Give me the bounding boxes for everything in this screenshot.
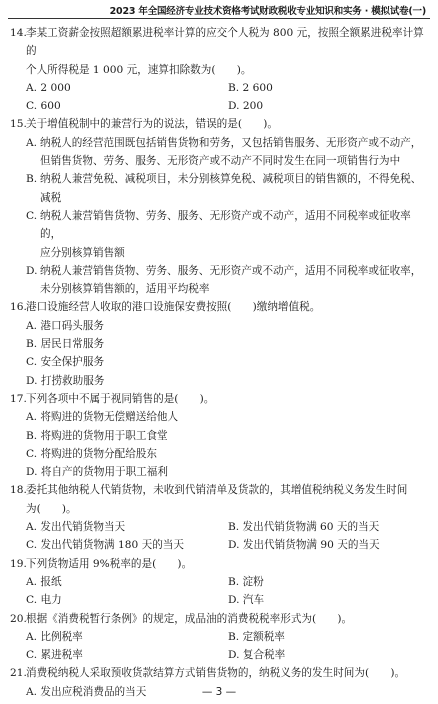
question-20	[12, 610, 426, 628]
option-a[interactable]: A. 发出应税消费品的当天	[26, 685, 147, 698]
question-stem: 港口设施经营人收取的港口设施保安费按照( )缴纳增值税。	[26, 301, 321, 314]
option-d[interactable]: D. 200	[228, 100, 264, 113]
option-d[interactable]: D. 将自产的货物用于职工福利	[26, 466, 168, 479]
option-a[interactable]: A. 2 000	[26, 81, 71, 94]
option-row	[12, 518, 426, 536]
option-b[interactable]: B. 定额税率	[228, 630, 285, 643]
option-c[interactable]: C. 600	[26, 100, 61, 113]
option-row	[12, 97, 426, 115]
option-b[interactable]: B. 淀粉	[228, 575, 264, 588]
option-d[interactable]: D. 打捞救助服务	[26, 374, 105, 387]
question-stem: 下列各项中不属于视同销售的是( )。	[26, 392, 215, 405]
option-d[interactable]: D. 汽车	[228, 594, 265, 607]
option-c[interactable]: C. 将购进的货物分配给股东	[26, 447, 158, 460]
running-header: 2023 年全国经济专业技术资格考试财政税收专业知识和实务 · 模拟试卷(一)	[109, 6, 426, 17]
question-number: 15.	[10, 118, 27, 131]
question-number: 18.	[10, 484, 27, 497]
question-stem: 根据《消费税暂行条例》的规定，成品油的消费税税率形式为( )。	[26, 612, 353, 625]
option-row	[12, 646, 426, 664]
question-stem: 为( )。	[26, 502, 77, 515]
question-number: 17.	[10, 392, 27, 405]
option-c[interactable]: C. 纳税人兼营销售货物、劳务、服务、无形资产或不动产，适用不同税率或征收率的， 应分别核算销售额	[26, 209, 411, 259]
option-a[interactable]: A. 纳税人的经营范围既包括销售货物和劳务，又包括销售服务、无形资产或不动产， 但销售货物、劳务、服务、无形资产或不动产不同时发生在同一项销售行为中	[26, 136, 422, 168]
question-list	[12, 24, 426, 701]
question-stem: 下列货物适用 9%税率的是( )。	[26, 557, 193, 570]
question-stem: 李某工资薪金按照超额累进税率计算的应交个人税为 800 元，按照全额累进税率计算的	[26, 27, 424, 58]
question-21	[12, 664, 426, 682]
option-row	[12, 591, 426, 609]
page-number: — 3 —	[201, 686, 237, 698]
option-c[interactable]: C. 安全保护服务	[26, 356, 105, 369]
question-number: 14.	[10, 27, 27, 39]
question-number: 20.	[10, 612, 27, 625]
option-row	[12, 536, 426, 554]
question-number: 16.	[10, 301, 27, 314]
option-c[interactable]: C. 累进税率	[26, 649, 83, 662]
option-b[interactable]: B. 发出代销货物满 60 天的当天	[228, 521, 380, 534]
header-rule	[8, 18, 430, 19]
question-stem: 个人所得税是 1 000 元，速算扣除数为( )。	[26, 63, 252, 76]
question-17	[12, 390, 426, 408]
question-number: 19.	[10, 557, 27, 570]
option-a[interactable]: A. 报纸	[26, 575, 62, 588]
option-a[interactable]: A. 港口码头服务	[26, 319, 104, 332]
question-19	[12, 555, 426, 573]
option-b[interactable]: B. 2 600	[228, 81, 273, 94]
question-stem: 消费税纳税人采取预收货款结算方式销售货物的，纳税义务的发生时间为( )。	[26, 667, 406, 680]
option-a[interactable]: A. 发出代销货物当天	[26, 521, 126, 534]
question-14	[12, 24, 426, 79]
question-18	[12, 481, 426, 518]
option-c[interactable]: C. 发出代销货物满 180 天的当天	[26, 539, 184, 552]
option-b[interactable]: B. 居民日常服务	[26, 338, 105, 351]
question-16	[12, 298, 426, 316]
question-stem: 关于增值税制中的兼营行为的说法，错误的是( )。	[26, 118, 278, 131]
option-c[interactable]: C. 电力	[26, 594, 62, 607]
option-b[interactable]: B. 纳税人兼营免税、减税项目，未分别核算免税、减税项目的销售额的，不得免税、 减税	[26, 173, 422, 204]
option-a[interactable]: A. 将购进的货物无偿赠送给他人	[26, 411, 179, 424]
option-row	[12, 573, 426, 591]
option-row	[12, 79, 426, 97]
question-15	[12, 115, 426, 133]
question-stem: 委托其他纳税人代销货物，未收到代销清单及货款的，其增值税纳税义务发生时间	[26, 484, 408, 497]
option-row	[12, 628, 426, 646]
option-b[interactable]: B. 将购进的货物用于职工食堂	[26, 429, 168, 442]
option-d[interactable]: D. 纳税人兼营销售货物、劳务、服务、无形资产或不动产，适用不同税率或征收率， 未分别核算销售额的，适用平均税率	[26, 264, 422, 296]
option-a[interactable]: A. 比例税率	[26, 630, 83, 643]
option-d[interactable]: D. 发出代销货物满 90 天的当天	[228, 539, 380, 552]
question-number: 21.	[10, 667, 27, 680]
option-d[interactable]: D. 复合税率	[228, 649, 286, 662]
